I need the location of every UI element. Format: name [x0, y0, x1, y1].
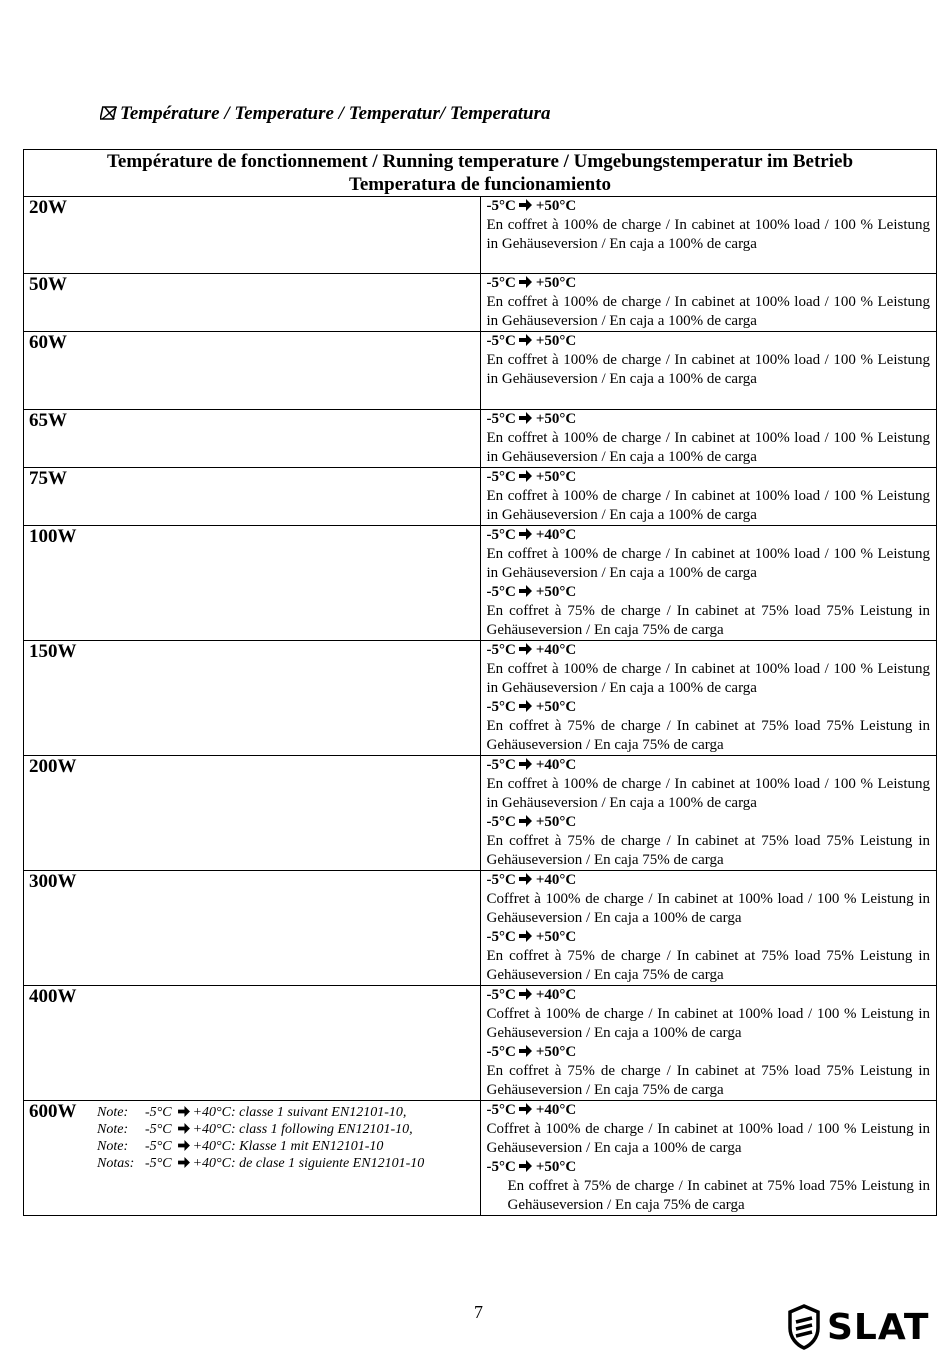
right-arrow-icon: [519, 334, 532, 346]
range-from: -5°C: [486, 411, 516, 427]
temperature-range: [487, 526, 931, 545]
range-to: +50°C: [535, 584, 577, 600]
description-cell: [480, 274, 937, 332]
range-to: +50°C: [535, 929, 577, 945]
load-description: En coffret à 100% de charge / In cabinet at 100% load / 100 % Leistung in Gehäuseversion / En caja a 100% de carga: [486, 430, 930, 465]
range-from: -5°C: [486, 584, 516, 600]
note-label: Note:: [97, 1105, 129, 1120]
right-arrow-icon: [519, 758, 532, 770]
wattage-label: 60W: [29, 332, 67, 353]
wattage-label: 150W: [29, 641, 77, 662]
wattage-label: 20W: [29, 197, 67, 218]
note-label: Note:: [97, 1139, 129, 1154]
note-text: +40°C: Klasse 1 mit EN12101-10: [192, 1139, 384, 1154]
temperature-range: [487, 1101, 931, 1120]
wattage-label: 65W: [29, 410, 67, 431]
range-to: +40°C: [535, 872, 577, 888]
range-from: -5°C: [486, 1159, 516, 1175]
temperature-range: [487, 986, 931, 1005]
right-arrow-icon: [519, 1103, 532, 1115]
section-title: [100, 103, 551, 125]
description-cell: [480, 1101, 937, 1216]
table-row: [24, 871, 937, 986]
section-title-text: Température / Temperature / Temperatur/ Temperatura: [120, 103, 551, 124]
range-from: -5°C: [486, 275, 516, 291]
table-row: [24, 468, 937, 526]
wattage-label: 300W: [29, 871, 77, 892]
table-row: [24, 197, 937, 274]
slat-logo: [787, 1302, 930, 1352]
right-arrow-icon: [519, 585, 532, 597]
temperature-range: [487, 583, 931, 602]
table-row: [24, 526, 937, 641]
description-cell: [480, 756, 937, 871]
table-row: [24, 641, 937, 756]
wattage-cell: [24, 526, 481, 641]
description-cell: [480, 871, 937, 986]
table-row: [24, 756, 937, 871]
description-cell: [480, 468, 937, 526]
range-from: -5°C: [486, 929, 516, 945]
logo-text: SLAT: [827, 1306, 930, 1348]
range-to: +50°C: [535, 275, 577, 291]
note-text: +40°C: class 1 following EN12101-10,: [192, 1122, 413, 1137]
right-arrow-icon: [178, 1123, 190, 1134]
load-description: En coffret à 100% de charge / In cabinet at 100% load / 100 % Leistung in Gehäuseversion / En caja a 100% de carga: [486, 488, 930, 523]
page-number: 7: [474, 1302, 483, 1322]
range-from: -5°C: [486, 527, 516, 543]
wattage-label: 600W: [29, 1101, 77, 1122]
right-arrow-icon: [519, 1160, 532, 1172]
wattage-cell: [24, 410, 481, 468]
range-from: -5°C: [486, 469, 516, 485]
description-cell: [480, 410, 937, 468]
description-cell: [480, 641, 937, 756]
wattage-label: 100W: [29, 526, 77, 547]
range-to: +50°C: [535, 699, 577, 715]
checked-box-icon: [100, 106, 118, 120]
range-from: -5°C: [486, 1044, 516, 1060]
note-line: [97, 1104, 424, 1121]
range-from: -5°C: [486, 872, 516, 888]
wattage-cell: [24, 274, 481, 332]
range-to: +50°C: [535, 198, 577, 214]
load-description: En coffret à 75% de charge / In cabinet at 75% load 75% Leistung in Gehäuseversion / En caja 75% de carga: [486, 718, 930, 753]
range-to: +40°C: [535, 642, 577, 658]
right-arrow-icon: [519, 412, 532, 424]
temperature-table: [23, 149, 937, 1216]
temperature-range: [487, 871, 931, 890]
range-from: -5°C: [486, 699, 516, 715]
wattage-cell: [24, 986, 481, 1101]
temperature-range: [487, 813, 931, 832]
right-arrow-icon: [519, 199, 532, 211]
range-to: +40°C: [535, 1102, 577, 1118]
wattage-label: 75W: [29, 468, 67, 489]
load-description: En coffret à 100% de charge / In cabinet at 100% load / 100 % Leistung in Gehäuseversion / En caja a 100% de carga: [486, 352, 930, 387]
table-row: [24, 274, 937, 332]
range-from: -5°C: [486, 642, 516, 658]
range-to: +50°C: [535, 1159, 577, 1175]
range-to: +50°C: [535, 411, 577, 427]
slat-shield-logo-icon: [787, 1304, 821, 1350]
description-cell: [480, 197, 937, 274]
range-to: +50°C: [535, 333, 577, 349]
notes: [97, 1104, 424, 1172]
range-to: +40°C: [535, 757, 577, 773]
load-description: Coffret à 100% de charge / In cabinet at 100% load / 100 % Leistung in Gehäuseversion / En caja a 100% de carga: [486, 891, 930, 926]
right-arrow-icon: [519, 643, 532, 655]
load-description: En coffret à 75% de charge / In cabinet at 75% load 75% Leistung in Gehäuseversion / En caja 75% de carga: [507, 1178, 930, 1213]
wattage-cell: [24, 641, 481, 756]
header-line-2: Temperatura de funcionamiento: [348, 174, 612, 195]
right-arrow-icon: [519, 930, 532, 942]
load-description: En coffret à 100% de charge / In cabinet at 100% load / 100 % Leistung in Gehäuseversion / En caja a 100% de carga: [486, 217, 930, 252]
temperature-range: [487, 641, 931, 660]
temperature-range: [487, 274, 931, 293]
right-arrow-icon: [178, 1140, 190, 1151]
range-to: +50°C: [535, 469, 577, 485]
table-header: [24, 150, 937, 197]
right-arrow-icon: [519, 815, 532, 827]
note-line: [97, 1155, 424, 1172]
note-line: [97, 1138, 424, 1155]
header-line-1: Température de fonctionnement / Running temperature / Umgebungstemperatur im Betrieb: [106, 151, 854, 172]
right-arrow-icon: [519, 276, 532, 288]
temperature-range: [487, 332, 931, 351]
load-description: Coffret à 100% de charge / In cabinet at 100% load / 100 % Leistung in Gehäuseversion / En caja a 100% de carga: [486, 1006, 930, 1041]
range-to: +50°C: [535, 814, 577, 830]
wattage-cell: [24, 332, 481, 410]
wattage-cell: [24, 756, 481, 871]
range-from: -5°C: [486, 333, 516, 349]
wattage-cell: [24, 197, 481, 274]
temperature-range: [487, 410, 931, 429]
wattage-label: 200W: [29, 756, 77, 777]
right-arrow-icon: [178, 1106, 190, 1117]
note-text: +40°C: classe 1 suivant EN12101-10,: [192, 1105, 407, 1120]
description-cell: [480, 526, 937, 641]
note-text: +40°C: de clase 1 siguiente EN12101-10: [192, 1156, 425, 1171]
range-to: +40°C: [535, 987, 577, 1003]
range-from: -5°C: [486, 814, 516, 830]
table-row: [24, 410, 937, 468]
wattage-cell: [24, 871, 481, 986]
load-description: En coffret à 75% de charge / In cabinet at 75% load 75% Leistung in Gehäuseversion / En caja 75% de carga: [486, 1063, 930, 1098]
right-arrow-icon: [519, 988, 532, 1000]
range-from: -5°C: [486, 987, 516, 1003]
right-arrow-icon: [519, 470, 532, 482]
right-arrow-icon: [519, 873, 532, 885]
load-description: Coffret à 100% de charge / In cabinet at 100% load / 100 % Leistung in Gehäuseversion / En caja a 100% de carga: [486, 1121, 930, 1156]
note-label: Notas:: [97, 1156, 135, 1171]
description-cell: [480, 986, 937, 1101]
description-cell: [480, 332, 937, 410]
table-row: [24, 986, 937, 1101]
note-range-from: -5°C: [145, 1105, 172, 1120]
note-range-from: -5°C: [145, 1139, 172, 1154]
wattage-label: 50W: [29, 274, 67, 295]
load-description: En coffret à 100% de charge / In cabinet at 100% load / 100 % Leistung in Gehäuseversion / En caja a 100% de carga: [486, 661, 930, 696]
wattage-cell: [24, 468, 481, 526]
temperature-range: [487, 698, 931, 717]
temperature-range: [487, 1158, 931, 1177]
note-range-from: -5°C: [145, 1122, 172, 1137]
range-to: +40°C: [535, 527, 577, 543]
note-line: [97, 1121, 424, 1138]
note-label: Note:: [97, 1122, 129, 1137]
load-description: En coffret à 100% de charge / In cabinet at 100% load / 100 % Leistung in Gehäuseversion / En caja a 100% de carga: [486, 294, 930, 329]
right-arrow-icon: [519, 700, 532, 712]
load-description: En coffret à 100% de charge / In cabinet at 100% load / 100 % Leistung in Gehäuseversion / En caja a 100% de carga: [486, 776, 930, 811]
temperature-range: [487, 928, 931, 947]
range-from: -5°C: [486, 757, 516, 773]
table-row: [24, 332, 937, 410]
right-arrow-icon: [178, 1157, 190, 1168]
wattage-label: 400W: [29, 986, 77, 1007]
load-description: En coffret à 75% de charge / In cabinet at 75% load 75% Leistung in Gehäuseversion / En caja 75% de carga: [486, 603, 930, 638]
right-arrow-icon: [519, 528, 532, 540]
range-from: -5°C: [486, 1102, 516, 1118]
load-description: En coffret à 75% de charge / In cabinet at 75% load 75% Leistung in Gehäuseversion / En caja 75% de carga: [486, 833, 930, 868]
right-arrow-icon: [519, 1045, 532, 1057]
range-to: +50°C: [535, 1044, 577, 1060]
temperature-range: [487, 756, 931, 775]
range-from: -5°C: [486, 198, 516, 214]
temperature-range: [487, 197, 931, 216]
table-header-row: [24, 150, 937, 197]
temperature-range: [487, 468, 931, 487]
note-range-from: -5°C: [145, 1156, 172, 1171]
temperature-range: [487, 1043, 931, 1062]
load-description: En coffret à 100% de charge / In cabinet at 100% load / 100 % Leistung in Gehäuseversion / En caja a 100% de carga: [486, 546, 930, 581]
load-description: En coffret à 75% de charge / In cabinet at 75% load 75% Leistung in Gehäuseversion / En caja 75% de carga: [486, 948, 930, 983]
